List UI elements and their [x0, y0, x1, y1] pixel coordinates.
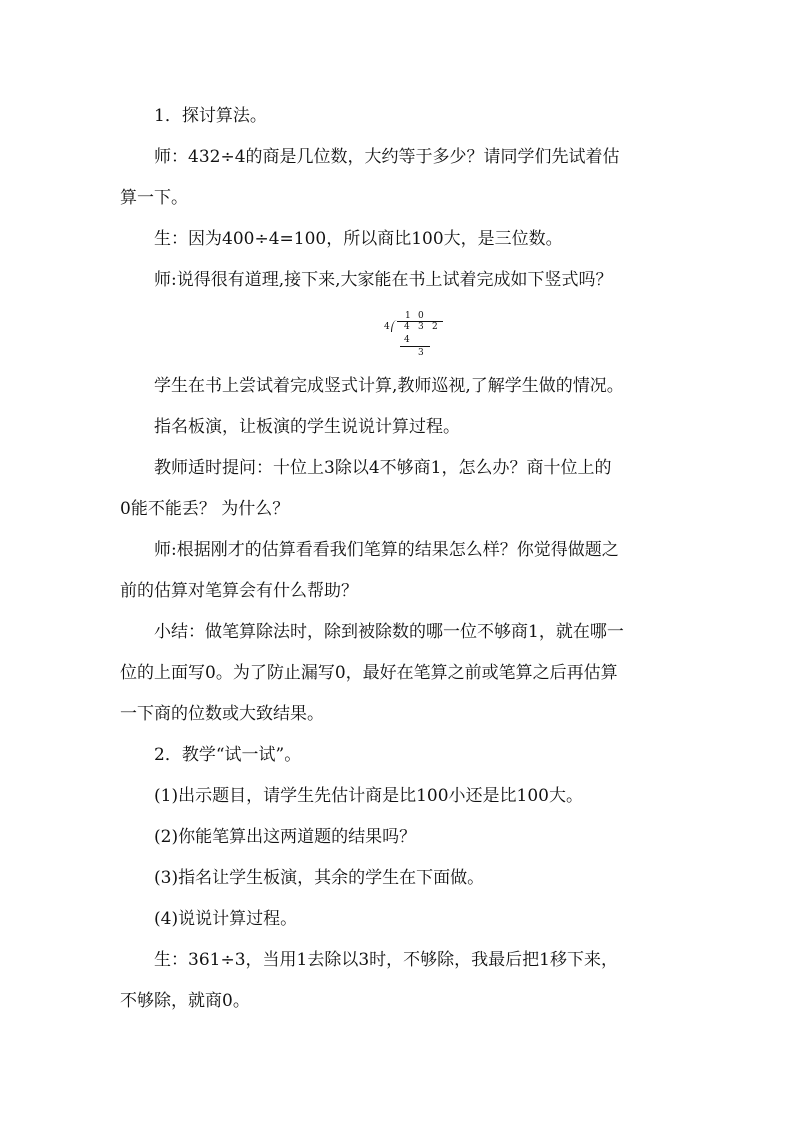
step-1: (1)出示题目，请学生先估计商是比100小还是比100大。: [154, 786, 583, 806]
step-3: (3)指名让学生板演，其余的学生在下面做。: [154, 868, 485, 888]
teacher-reflection-line-2: 前的估算对笔算会有什么帮助？: [120, 581, 358, 601]
step-2: (2)你能笔算出这两道题的结果吗？: [154, 827, 417, 847]
divisor: 4: [384, 322, 390, 332]
division-bracket: [391, 320, 398, 332]
heading-explore-algorithm: 1．探讨算法。: [154, 106, 267, 126]
teacher-question-line-2: 算一下。: [120, 188, 188, 208]
remainder: 3: [418, 348, 424, 358]
teacher-timely-question-line-2: 0能不能丢？ 为什么？: [120, 499, 290, 519]
student-explanation-line-2: 不够除，就商0。: [120, 991, 250, 1011]
teacher-reflection-line-1: 师:根据刚才的估算看看我们笔算的结果怎么样？你觉得做题之: [154, 540, 619, 560]
summary-line-2: 位的上面写0。为了防止漏写0，最好在笔算之前或笔算之后再估算: [120, 663, 618, 683]
quotient-digit-tens: 0: [418, 311, 424, 321]
teacher-question-line-1: 师：432÷4的商是几位数，大约等于多少？请同学们先试着估: [154, 147, 620, 167]
partial-product: 4: [404, 335, 410, 345]
dividend-digit-3: 2: [432, 322, 438, 332]
teacher-timely-question-line-1: 教师适时提问：十位上3除以4不够商1，怎么办？商十位上的: [154, 458, 612, 478]
summary-line-1: 小结：做笔算除法时，除到被除数的哪一位不够商1，就在哪一: [154, 622, 624, 642]
subtraction-line: [400, 346, 430, 347]
heading-try-it: 2．教学“试一试”。: [154, 745, 302, 765]
student-answer: 生：因为400÷4=100，所以商比100大，是三位数。: [154, 229, 563, 249]
quotient-digit-hundreds: 1: [405, 311, 411, 321]
student-practice: 学生在书上尝试着完成竖式计算,教师巡视,了解学生做的情况。: [154, 376, 624, 396]
board-demo: 指名板演，让板演的学生说说计算过程。: [154, 417, 460, 437]
dividend-digit-1: 4: [404, 322, 410, 332]
student-explanation-line-1: 生：361÷3，当用1去除以3时，不够除，我最后把1移下来，: [154, 950, 618, 970]
teacher-instruction: 师:说得很有道理,接下来,大家能在书上试着完成如下竖式吗？: [154, 270, 613, 290]
step-4: (4)说说计算过程。: [154, 909, 298, 929]
dividend-digit-2: 3: [418, 322, 424, 332]
long-division-figure: [384, 311, 448, 363]
summary-line-3: 一下商的位数或大致结果。: [120, 704, 324, 724]
